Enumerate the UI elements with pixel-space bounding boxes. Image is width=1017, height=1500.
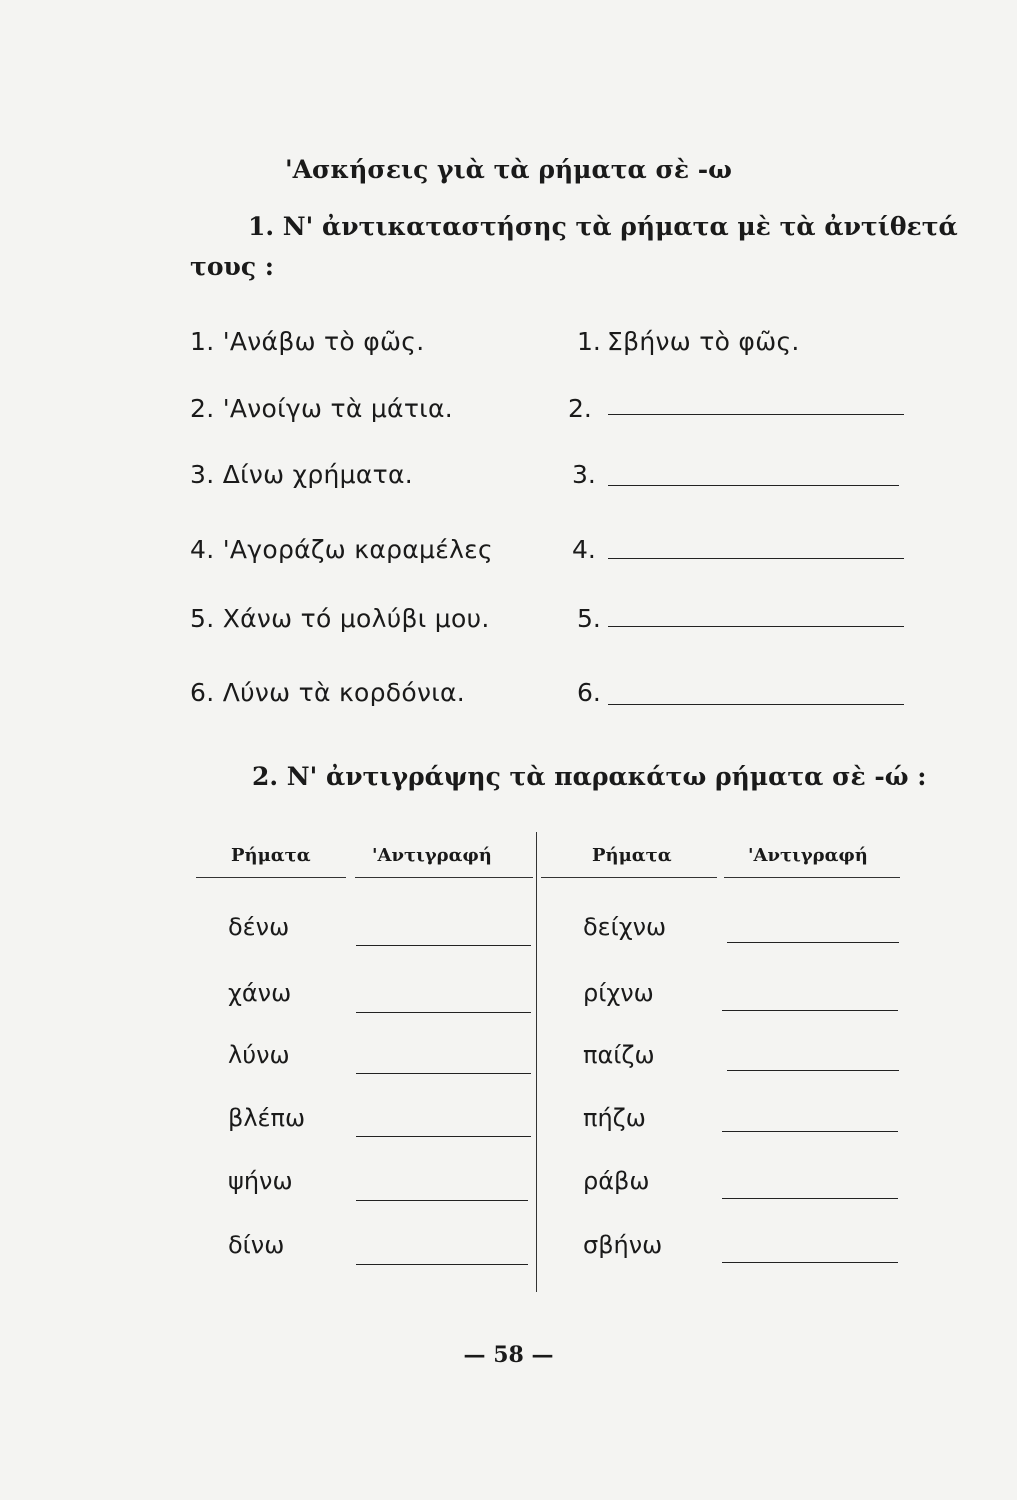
right-copy-line-2[interactable] [722,1010,898,1011]
ex1-item-6: 6. Λύνω τὰ κορδόνια. [190,678,466,707]
exercise-2-prompt: 2. N' ἀντιγράψης τὰ παρακάτω ρήματα σὲ -ώ : [252,762,927,791]
left-verb-1: δένω [228,913,290,941]
left-verb-2: χάνω [228,979,292,1007]
page-title: 'Ασκήσεις γιὰ τὰ ρήματα σὲ -ω [285,155,732,184]
right-verb-4: πήζω [583,1104,646,1132]
right-copy-line-5[interactable] [722,1198,898,1199]
ex1-item-5: 5. Χάνω τό μολύβι μου. [190,604,490,633]
left-copy-line-3[interactable] [356,1073,531,1074]
header-verbs-right: Ρήματα [592,845,672,866]
ex1-answer-line-4[interactable] [608,558,904,559]
ex1-answer-1: Σβήνω τὸ φῶς. [607,327,800,356]
page-number: — 58 — [463,1342,554,1368]
right-verb-6: σβήνω [583,1231,663,1259]
left-copy-line-4[interactable] [356,1136,531,1137]
right-copy-line-3[interactable] [727,1070,899,1071]
ex1-answer-num-4: 4. [572,535,596,564]
exercise-1-prompt-cont: τους : [190,252,274,281]
ex1-answer-num-5: 5. [577,604,601,633]
ex1-answer-num-1: 1. [577,327,601,356]
ex1-answer-line-5[interactable] [608,626,904,627]
left-verb-3: λύνω [228,1041,290,1069]
ex1-answer-num-3: 3. [572,460,596,489]
ex1-answer-num-2: 2. [568,394,592,423]
ex1-answer-num-6: 6. [577,678,601,707]
header-rule-3 [541,877,717,878]
right-verb-5: ράβω [583,1167,650,1195]
left-copy-line-1[interactable] [356,945,531,946]
left-copy-line-6[interactable] [356,1264,528,1265]
right-copy-line-1[interactable] [727,942,899,943]
header-verbs-left: Ρήματα [231,845,311,866]
ex1-item-3: 3. Δίνω χρήματα. [190,460,414,489]
right-verb-3: παίζω [583,1041,655,1069]
left-copy-line-5[interactable] [356,1200,528,1201]
left-copy-line-2[interactable] [356,1012,531,1013]
ex1-item-4: 4. 'Αγοράζω καραμέλες [190,535,493,564]
left-verb-5: ψήνω [228,1167,293,1195]
right-verb-1: δείχνω [583,913,667,941]
header-rule-4 [724,877,900,878]
ex1-answer-line-2[interactable] [608,414,904,415]
right-copy-line-6[interactable] [722,1262,898,1263]
ex1-answer-line-6[interactable] [608,704,904,705]
header-rule-2 [355,877,533,878]
left-verb-4: βλέπω [228,1104,306,1132]
header-rule-1 [196,877,346,878]
header-copy-right: 'Αντιγραφή [748,845,868,866]
ex1-item-1: 1. 'Ανάβω τὸ φῶς. [190,327,425,356]
header-copy-left: 'Αντιγραφή [372,845,492,866]
right-copy-line-4[interactable] [722,1131,898,1132]
ex1-answer-line-3[interactable] [608,485,899,486]
exercise-1-prompt: 1. N' ἀντικαταστήσης τὰ ρήματα μὲ τὰ ἀντίθετά [248,212,958,241]
table-divider [536,832,537,1292]
right-verb-2: ρίχνω [583,979,654,1007]
left-verb-6: δίνω [228,1231,285,1259]
ex1-item-2: 2. 'Ανοίγω τὰ μάτια. [190,394,453,423]
